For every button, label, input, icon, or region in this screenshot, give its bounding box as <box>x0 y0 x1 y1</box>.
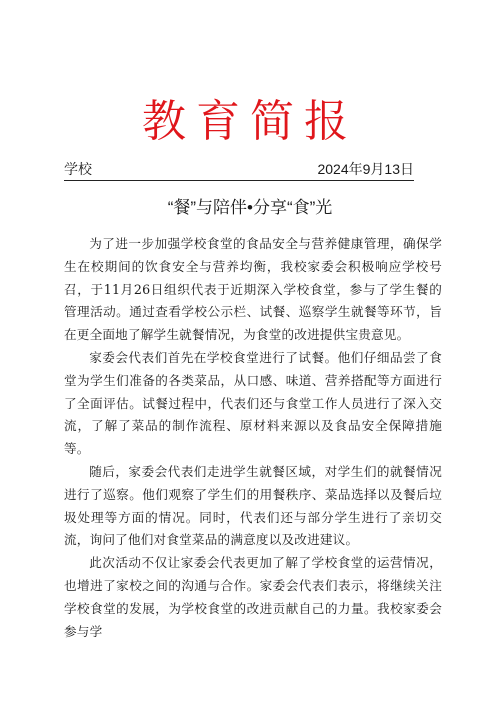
masthead-title: 教育简报 <box>142 96 358 147</box>
paragraph-1: 为了进一步加强学校食堂的食品安全与营养健康管理，确保学生在校期间的饮食安全与营养均衡，我校家委会积极响应学校号召，于11月26日组织代表于近期深入学校食堂，参与了学生餐的管理活动。通过查看学校公示栏、试餐、巡察学生就餐等环节，旨在更全面地了解学生就餐情况，为食堂的改进提供宝贵意见。 <box>64 236 442 343</box>
article-body <box>64 233 442 643</box>
article-title: “餐”与陪伴•分享“食”光 <box>167 198 333 217</box>
issue-date: 2024年9月13日 <box>317 161 414 177</box>
paragraph-3: 随后，家委会代表们走进学生就餐区域，对学生们的就餐情况进行了巡察。他们观察了学生们的用餐秩序、菜品选择以及餐后垃圾处理等方面的情况。同时，代表们还与部分学生进行了亲切交流，询问了他们对食堂菜品的满意度以及改进建议。 <box>64 463 442 548</box>
meta-row <box>64 160 414 181</box>
school-name: 学校 <box>64 161 92 177</box>
paragraph-2: 家委会代表们首先在学校食堂进行了试餐。他们仔细品尝了食堂为学生们准备的各类菜品，从口感、味道、营养搭配等方面进行了全面评估。试餐过程中，代表们还与食堂工作人员进行了深入交流，了解了菜品的制作流程、原材料来源以及食品安全保障措施等。 <box>64 349 442 457</box>
paragraph-4: 此次活动不仅让家委会代表更加了解了学校食堂的运营情况，也增进了家校之间的沟通与合作。家委会代表们表示，将继续关注学校食堂的发展，为学校食堂的改进贡献自己的力量。我校家委会参与学 <box>64 555 442 639</box>
